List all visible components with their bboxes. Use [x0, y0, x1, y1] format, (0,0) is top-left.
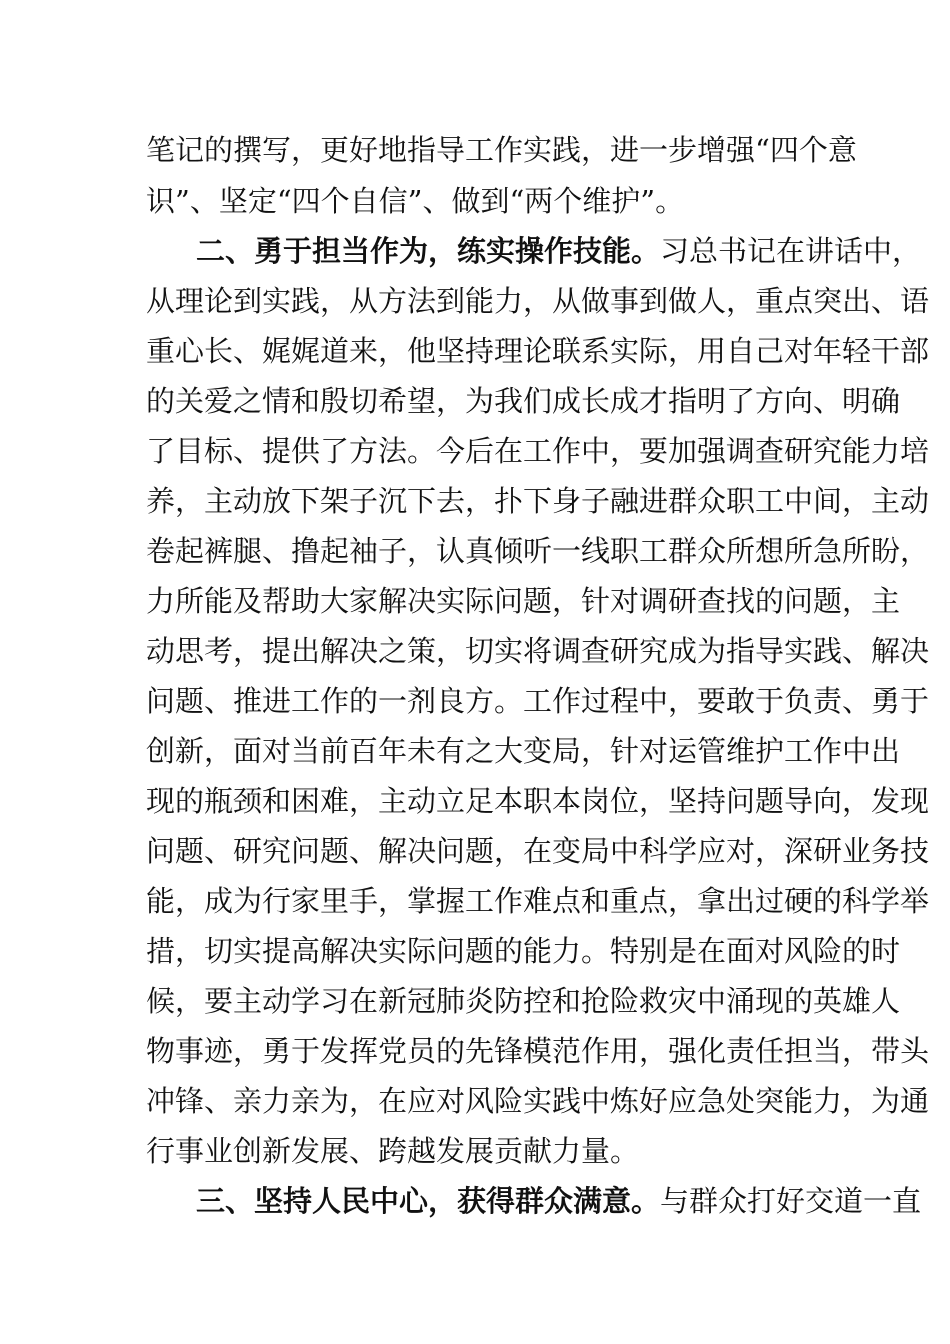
- paragraph-line: 候，要主动学习在新冠肺炎防控和抢险救灾中涌现的英雄人: [146, 984, 901, 1018]
- paragraph-line: 现的瓶颈和困难，主动立足本职本岗位，坚持问题导向，发现: [146, 784, 930, 818]
- paragraph-line: 卷起裤腿、撸起袖子，认真倾听一线职工群众所想所急所盼，: [146, 534, 930, 568]
- paragraph-line: 冲锋、亲力亲为，在应对风险实践中炼好应急处突能力，为通: [146, 1084, 930, 1118]
- paragraph-line: 创新，面对当前百年未有之大变局，针对运管维护工作中出: [146, 734, 901, 768]
- section-3-first-line: [196, 1181, 922, 1221]
- section-3-heading: 三、坚持人民中心，获得群众满意。: [196, 1184, 661, 1218]
- paragraph-line: 物事迹，勇于发挥党员的先锋模范作用，强化责任担当，带头: [146, 1034, 930, 1068]
- paragraph-line: 力所能及帮助大家解决实际问题，针对调研查找的问题，主: [146, 584, 901, 618]
- paragraph-line: 问题、研究问题、解决问题，在变局中科学应对，深研业务技: [146, 834, 930, 868]
- section-3-text: 与群众打好交道一直: [660, 1184, 922, 1218]
- paragraph-line: 能，成为行家里手，掌握工作难点和重点，拿出过硬的科学举: [146, 884, 930, 918]
- section-2-heading: 二、勇于担当作为，练实操作技能。: [196, 234, 661, 268]
- section-2-text: 习总书记在讲话中，: [660, 234, 922, 268]
- paragraph-line: 问题、推进工作的一剂良方。工作过程中，要敢于负责、勇于: [146, 684, 930, 718]
- paragraph-line: 措，切实提高解决实际问题的能力。特别是在面对风险的时: [146, 934, 901, 968]
- paragraph-line: 动思考，提出解决之策，切实将调查研究成为指导实践、解决: [146, 634, 930, 668]
- paragraph-line: 了目标、提供了方法。今后在工作中，要加强调查研究能力培: [146, 434, 930, 468]
- paragraph-line: 行事业创新发展、跨越发展贡献力量。: [146, 1134, 640, 1168]
- paragraph-line: 重心长、娓娓道来，他坚持理论联系实际，用自己对年轻干部: [146, 334, 930, 368]
- paragraph-line: 识”、坚定“四个自信”、做到“两个维护”。: [146, 184, 685, 218]
- paragraph-line: 从理论到实践，从方法到能力，从做事到做人，重点突出、语: [146, 284, 930, 318]
- paragraph-line: 的关爱之情和殷切希望，为我们成长成才指明了方向、明确: [146, 384, 901, 418]
- paragraph-line: 笔记的撰写，更好地指导工作实践，进一步增强“四个意: [146, 133, 857, 167]
- section-2-first-line: [196, 231, 922, 271]
- paragraph-line: 养，主动放下架子沉下去，扑下身子融进群众职工中间，主动: [146, 484, 930, 518]
